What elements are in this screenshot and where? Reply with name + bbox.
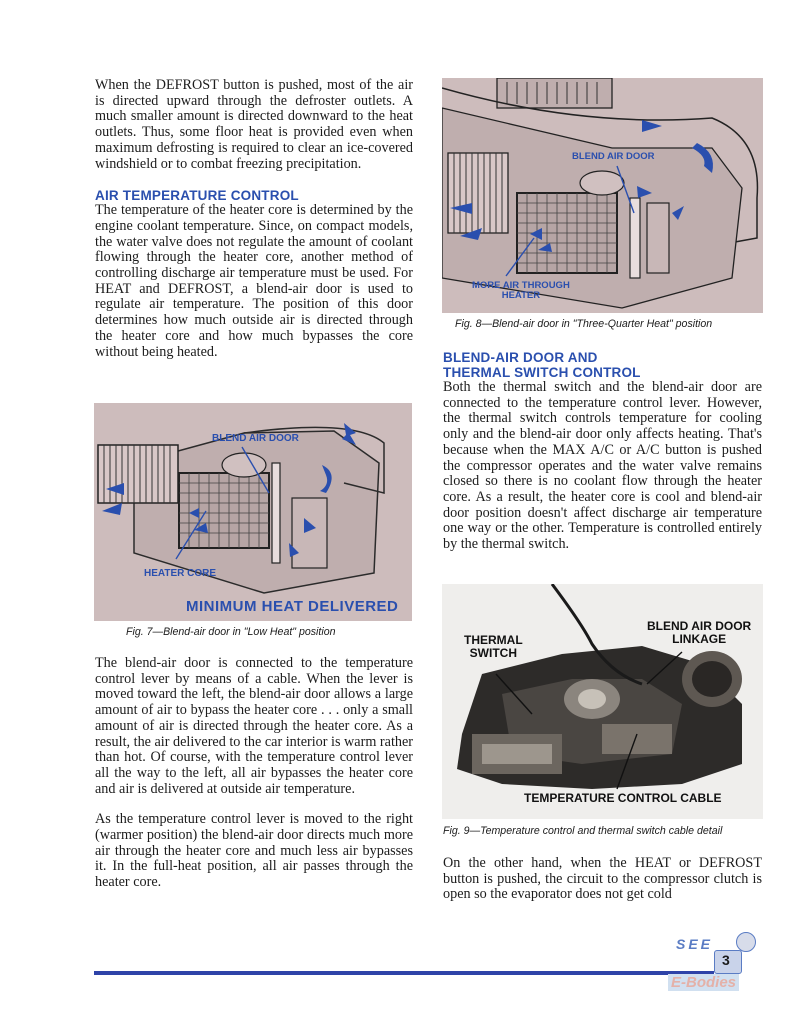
fig9-label-thermal-line2: SWITCH [469, 646, 517, 661]
fig8-label-more-air-line1: MORE AIR THROUGH [472, 280, 570, 291]
watermark-see-text: SEE [676, 936, 714, 952]
footer-rule [94, 971, 714, 975]
fig9-label-thermal-switch [464, 634, 523, 660]
fig9-label-linkage-line1: BLEND AIR DOOR [647, 619, 752, 633]
paragraph-other-hand: On the other hand, when the HEAT or DEFROST button is pushed, the circuit to the compressor clutch is open so the evaporator does not get cold [443, 855, 762, 903]
paragraph-air-temperature: The temperature of the heater core is determined by the engine coolant temperature. Since, on compact models, the water valve does not regulate the amount of coolant flowing through the heater core, another method of controlling discharge air temperature must be used. For HEAT and DEFROST, a blend-air door is used to regulate air temperature. The position of this door determines how much outside air is directed through the heater core and how much bypasses the core without being heated. [95, 202, 413, 360]
page-number: 3 [722, 952, 730, 968]
watermark-logo [666, 930, 766, 1002]
fig9-label-temperature-control-cable: TEMPERATURE CONTROL CABLE [524, 791, 722, 805]
right-column [443, 350, 762, 553]
fig9-caption: Fig. 9—Temperature control and thermal switch cable detail [443, 825, 723, 837]
fig7-label-heater-core: HEATER CORE [144, 568, 217, 579]
fig8-label-more-air-line2: HEATER [501, 290, 541, 302]
figure-9-cable-detail [442, 584, 763, 819]
watermark-ebodies-text: E-Bodies [668, 974, 739, 991]
fig8-label-blend-air-door: BLEND AIR DOOR [572, 151, 655, 162]
left-column [95, 78, 413, 360]
watermark-character-icon [736, 932, 756, 952]
left-column-lower [95, 656, 413, 891]
heading-thermal-switch-line2: THERMAL SWITCH CONTROL [443, 365, 641, 380]
fig9-label-linkage [647, 620, 751, 646]
blend-air-diagram-three-quarter-heat [442, 78, 763, 313]
right-column-lower [443, 856, 762, 903]
heading-air-temperature-control: AIR TEMPERATURE CONTROL [95, 188, 299, 204]
fig7-caption: Fig. 7—Blend-air door in "Low Heat" position [126, 626, 336, 638]
fig7-label-blend-air-door: BLEND AIR DOOR [212, 433, 299, 444]
fig9-label-linkage-line2: LINKAGE [672, 632, 727, 647]
fig8-label-more-air [472, 281, 570, 302]
paragraph-defrost: When the DEFROST button is pushed, most of the air is directed upward through the defroster outlets. A much smaller amount is directed downward to the heat outlets. Thus, some floor heat is provided even when maximum defrosting is required to clear an ice-covered windshield or to combat freezing precipitation. [95, 77, 413, 172]
paragraph-cable: The blend-air door is connected to the temperature control lever by means of a cable. When the lever is moved toward the left, the blend-air door allows a large amount of air to bypass the heater core . . . only a small amount of air is directed through the heater core. As a result, the air delivered to the car interior is warm rather than hot. Of course, with the temperature control lever all the way to the left, all air bypasses the heater core and air is delivered at outside air temperature. [95, 655, 413, 797]
fig7-banner-minimum-heat: MINIMUM HEAT DELIVERED [186, 598, 399, 615]
figure-7-low-heat [94, 403, 412, 621]
paragraph-thermal-switch: Both the thermal switch and the blend-air door are connected to the temperature control lever. However, the thermal switch controls temperature for cooling only and the blend-air door only affects heating. That's because when the MAX A/C or A/C button is pushed the compressor operates and the water valve remains closed so there is no coolant flow through the heater core. As a result, the heater core is cool and blend-air door position doesn't affect discharge air temperature one way or the other. Temperature is controlled entirely by the thermal switch. [443, 379, 762, 553]
heading-blend-air-door-line1: BLEND-AIR DOOR AND [443, 350, 598, 365]
paragraph-right-position: As the temperature control lever is moved to the right (warmer position) the blend-air door directs much more air through the heater core and much less air bypasses it. In the full-heat position, all air passes through the heater core. [95, 811, 413, 891]
figure-8-three-quarter-heat [442, 78, 763, 313]
fig8-caption: Fig. 8—Blend-air door in "Three-Quarter Heat" position [455, 318, 713, 330]
fig9-label-thermal-line1: THERMAL [464, 633, 523, 647]
